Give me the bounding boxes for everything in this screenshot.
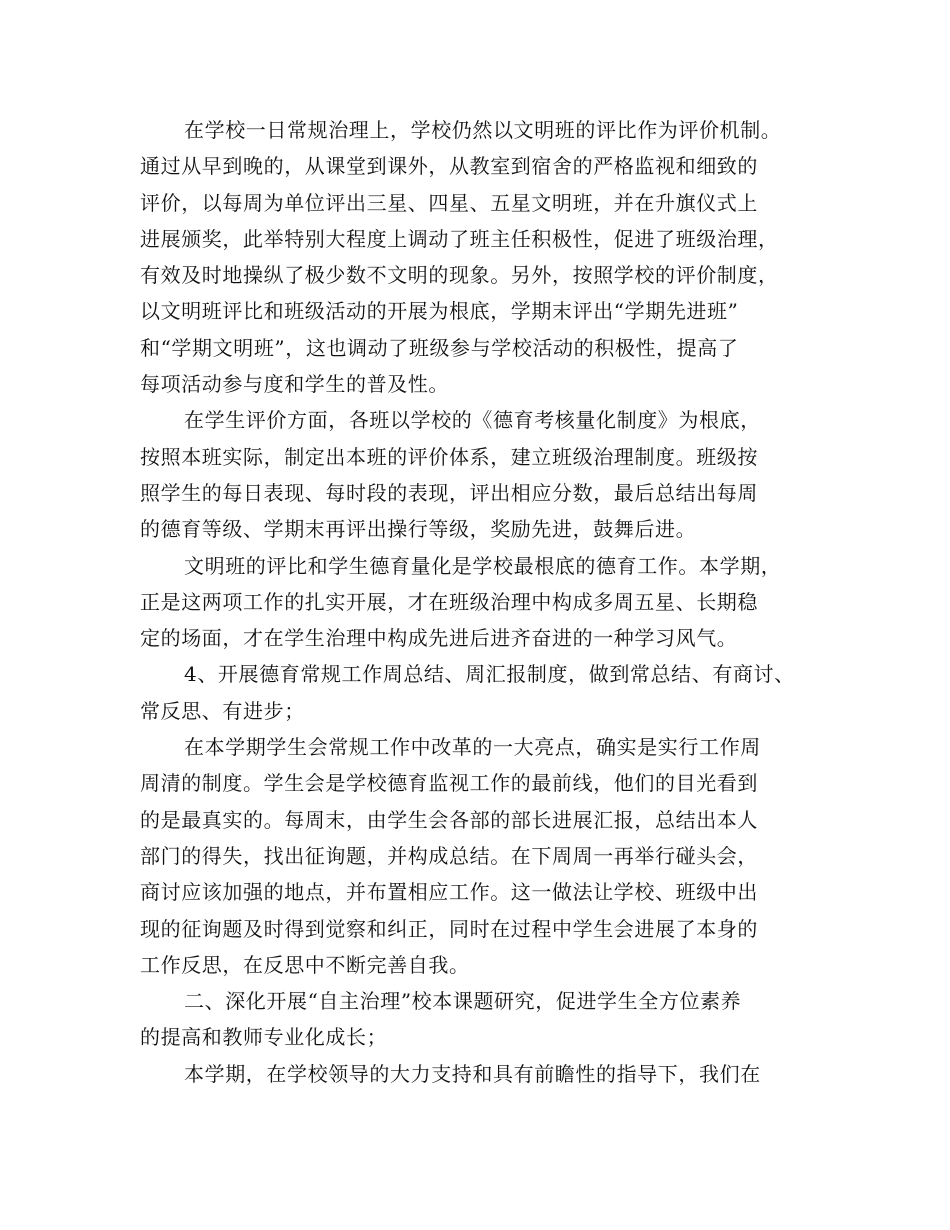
text-line: 正是这两项工作的扎实开展，才在班级治理中构成多周五星、长期稳 bbox=[140, 589, 758, 614]
text-line: 文明班的评比和学生德育量化是学校最根底的德育工作。本学期， bbox=[184, 553, 782, 578]
text-line: 本学期，在学校领导的大力支持和具有前瞻性的指导下，我们在 bbox=[184, 1061, 761, 1086]
text-line: 现的征询题及时得到觉察和纠正，同时在过程中学生会进展了本身的 bbox=[140, 916, 758, 941]
text-line: 评价，以每周为单位评出三星、四星、五星文明班，并在升旗仪式上 bbox=[140, 190, 758, 215]
text-line: 的是最真实的。每周末，由学生会各部的部长进展汇报，总结出本人 bbox=[140, 807, 758, 832]
text-line: 有效及时地操纵了极少数不文明的现象。另外，按照学校的评价制度， bbox=[140, 263, 779, 288]
text-line: 二、深化开展“自主治理”校本课题研究，促进学生全方位素养 bbox=[184, 989, 742, 1014]
text-line: 按照本班实际，制定出本班的评价体系，建立班级治理制度。班级按 bbox=[140, 444, 758, 469]
text-line: 在学生评价方面，各班以学校的《德育考核量化制度》为根底， bbox=[184, 408, 761, 433]
text-line: 在本学期学生会常规工作中改革的一大亮点，确实是实行工作周 bbox=[184, 735, 761, 760]
text-line: 的提高和教师专业化成长； bbox=[140, 1025, 388, 1050]
document-body bbox=[140, 112, 840, 1092]
text-line: 和“学期文明班”，这也调动了班级参与学校活动的积极性，提高了 bbox=[140, 335, 739, 360]
text-line: 部门的得失，找出征询题，并构成总结。在下周周一再举行碰头会， bbox=[140, 843, 758, 868]
text-line: 照学生的每日表现、每时段的表现，评出相应分数，最后总结出每周 bbox=[140, 480, 758, 505]
text-line: 以文明班评比和班级活动的开展为根底，学期末评出“学期先进班” bbox=[140, 299, 739, 324]
text-line: 在学校一日常规治理上，学校仍然以文明班的评比作为评价机制。 bbox=[184, 118, 782, 142]
text-line: 进展颁奖，此举特别大程度上调动了班主任积极性，促进了班级治理， bbox=[140, 226, 779, 251]
text-line: 每项活动参与度和学生的普及性。 bbox=[140, 372, 449, 397]
text-line: 商讨应该加强的地点，并布置相应工作。这一做法让学校、班级中出 bbox=[140, 880, 758, 905]
text-line: 常反思、有进步； bbox=[140, 698, 305, 723]
text-line: 通过从早到晚的，从课堂到课外，从教室到宿舍的严格监视和细致的 bbox=[140, 154, 758, 179]
text-line: 定的场面，才在学生治理中构成先进后进齐奋进的一种学习风气。 bbox=[140, 626, 738, 651]
text-line: 周清的制度。学生会是学校德育监视工作的最前线，他们的目光看到 bbox=[140, 771, 758, 796]
text-line: 4、开展德育常规工作周总结、周汇报制度，做到常总结、有商讨、 bbox=[184, 662, 795, 687]
text-line: 工作反思，在反思中不断完善自我。 bbox=[140, 952, 470, 977]
text-line: 的德育等级、学期末再评出操行等级，奖励先进，鼓舞后进。 bbox=[140, 517, 697, 542]
